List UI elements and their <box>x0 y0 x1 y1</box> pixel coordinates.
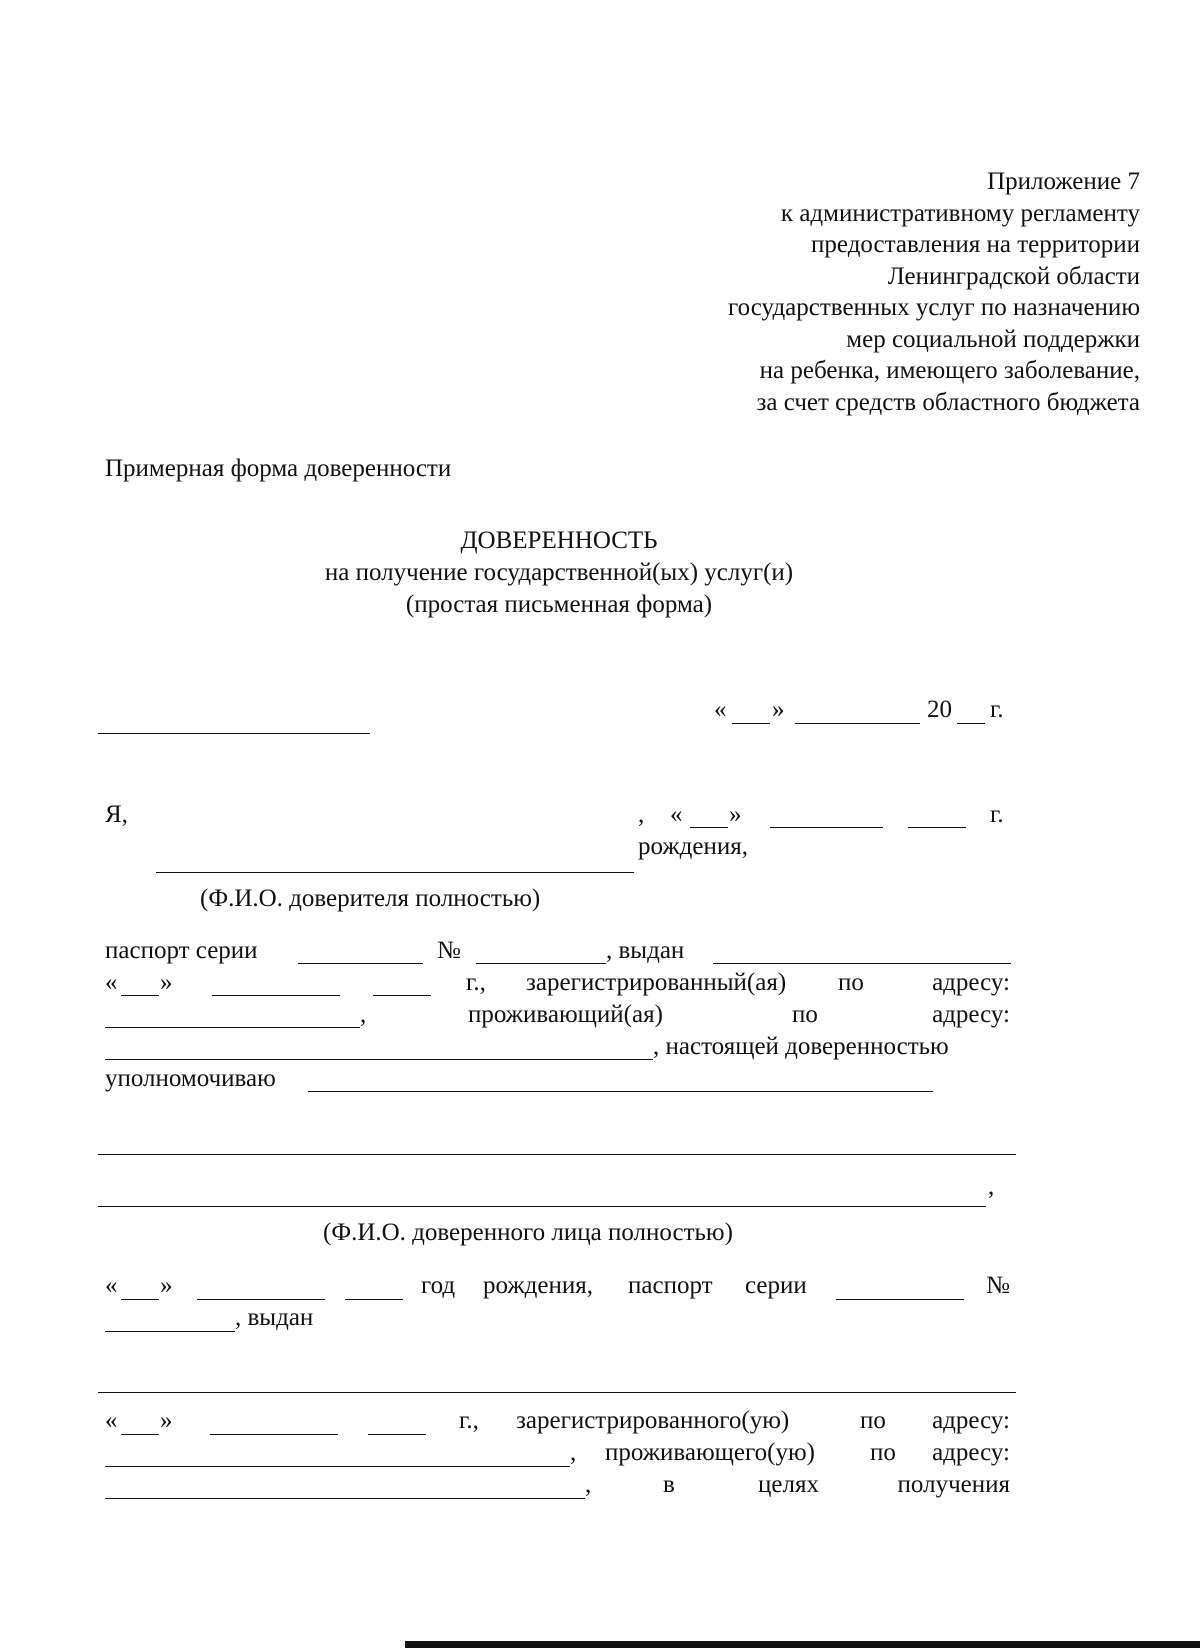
agent-name-field[interactable] <box>308 1091 933 1092</box>
birth-label: рождения, <box>483 1272 593 1299</box>
month-field[interactable] <box>795 723 920 724</box>
po-label: по <box>860 1407 886 1434</box>
quote-close: » <box>729 801 742 828</box>
quote-open: « <box>714 696 727 723</box>
address-label: адресу: <box>932 969 1010 996</box>
agent-issue-month-field[interactable] <box>210 1434 338 1435</box>
passport-issue-year-field[interactable] <box>373 995 431 996</box>
year-field[interactable] <box>957 723 985 724</box>
principal-birth-year-field[interactable] <box>908 827 966 828</box>
po-label: по <box>838 969 864 996</box>
passport-series-label: паспорт серии <box>105 937 258 964</box>
passport-number-field[interactable] <box>476 963 606 964</box>
comma: , <box>585 1471 592 1498</box>
principal-caption: (Ф.И.О. доверителя полностью) <box>200 885 541 912</box>
passport-series-field[interactable] <box>298 963 423 964</box>
place-field[interactable] <box>98 733 370 734</box>
appendix-line: государственных услуг по назначению <box>728 294 1140 321</box>
principal-birth-month-field[interactable] <box>770 827 883 828</box>
registration-address-field[interactable] <box>105 1027 360 1028</box>
agent-issue-year-field[interactable] <box>368 1434 426 1435</box>
agent-birth-year-field[interactable] <box>345 1299 403 1300</box>
year-mark: г. <box>990 801 1004 828</box>
authorize-label: уполномочиваю <box>105 1065 276 1092</box>
passport-label: паспорт <box>628 1272 713 1299</box>
in-label: в <box>663 1471 675 1498</box>
document-form-type: (простая письменная форма) <box>405 591 713 618</box>
receiving-label: получения <box>897 1471 1010 1498</box>
birth-year-label: год <box>421 1272 456 1299</box>
quote-close: » <box>160 1407 173 1434</box>
agent-birth-day-field[interactable] <box>121 1299 159 1300</box>
agent-passport-issuer-field[interactable] <box>98 1392 1016 1393</box>
comma: , <box>570 1439 577 1466</box>
po-label: по <box>792 1001 818 1028</box>
series-label: серии <box>745 1272 807 1299</box>
residence-address-field[interactable] <box>105 1059 653 1060</box>
registered-label: зарегистрированного(ую) <box>516 1407 790 1434</box>
living-label: проживающего(ую) <box>605 1439 815 1466</box>
issued-label: , выдан <box>235 1304 314 1331</box>
day-field[interactable] <box>732 723 770 724</box>
quote-open: « <box>105 1272 118 1299</box>
agent-name-field-line-2[interactable] <box>98 1154 1016 1155</box>
purpose-label: целях <box>758 1471 819 1498</box>
agent-residence-address-field[interactable] <box>105 1498 585 1499</box>
power-of-attorney-label: , настоящей доверенностью <box>653 1033 949 1060</box>
address-label: адресу: <box>932 1439 1010 1466</box>
agent-birth-month-field[interactable] <box>197 1299 325 1300</box>
registered-label: зарегистрированный(ая) <box>526 969 787 996</box>
principal-comma: , <box>638 801 645 828</box>
quote-close: » <box>772 696 785 723</box>
comma: , <box>988 1173 995 1200</box>
principal-name-field[interactable] <box>156 872 634 873</box>
agent-registration-address-field[interactable] <box>105 1466 570 1467</box>
form-label: Примерная форма доверенности <box>105 455 452 482</box>
appendix-line: мер социальной поддержки <box>846 325 1140 353</box>
address-label: адресу: <box>932 1407 1010 1434</box>
po-label: по <box>870 1439 896 1466</box>
year-mark: г., <box>459 1407 479 1434</box>
birth-label: рождения, <box>638 833 748 860</box>
quote-close: » <box>160 1272 173 1299</box>
quote-open: « <box>670 801 683 828</box>
principal-pronoun: Я, <box>105 801 128 828</box>
year-mark: г., <box>466 969 486 996</box>
number-sign: № <box>437 937 461 964</box>
agent-passport-series-field[interactable] <box>836 1299 964 1300</box>
principal-birth-day-field[interactable] <box>690 827 728 828</box>
year-suffix: г. <box>990 696 1004 723</box>
living-label: проживающий(ая) <box>468 1001 663 1028</box>
appendix-line: Приложение 7 <box>987 168 1140 195</box>
agent-caption: (Ф.И.О. доверенного лица полностью) <box>323 1219 733 1246</box>
issued-label: , выдан <box>606 937 685 964</box>
passport-issue-day-field[interactable] <box>121 995 159 996</box>
appendix-line: за счет средств областного бюджета <box>756 388 1140 416</box>
year-prefix: 20 <box>927 696 952 723</box>
appendix-line: предоставления на территории <box>811 231 1140 258</box>
agent-issue-day-field[interactable] <box>121 1434 159 1435</box>
document-title: ДОВЕРЕННОСТЬ <box>460 527 658 554</box>
agent-name-field-line-3[interactable] <box>98 1206 986 1207</box>
quote-close: » <box>160 969 173 996</box>
scan-edge-bar <box>405 1641 1200 1648</box>
appendix-line: Ленинградской области <box>887 262 1140 290</box>
address-label: адресу: <box>932 1001 1010 1028</box>
agent-passport-number-field[interactable] <box>105 1331 235 1332</box>
quote-open: « <box>105 969 118 996</box>
appendix-header <box>728 166 1140 418</box>
comma: , <box>360 1001 367 1028</box>
document-subtitle: на получение государственной(ых) услуг(и) <box>324 559 794 586</box>
appendix-line: к административному регламенту <box>780 199 1140 227</box>
number-sign: № <box>986 1272 1010 1299</box>
passport-issuer-field[interactable] <box>713 963 1011 964</box>
appendix-line: на ребенка, имеющего заболевание, <box>759 357 1140 384</box>
quote-open: « <box>105 1407 118 1434</box>
passport-issue-month-field[interactable] <box>212 995 340 996</box>
